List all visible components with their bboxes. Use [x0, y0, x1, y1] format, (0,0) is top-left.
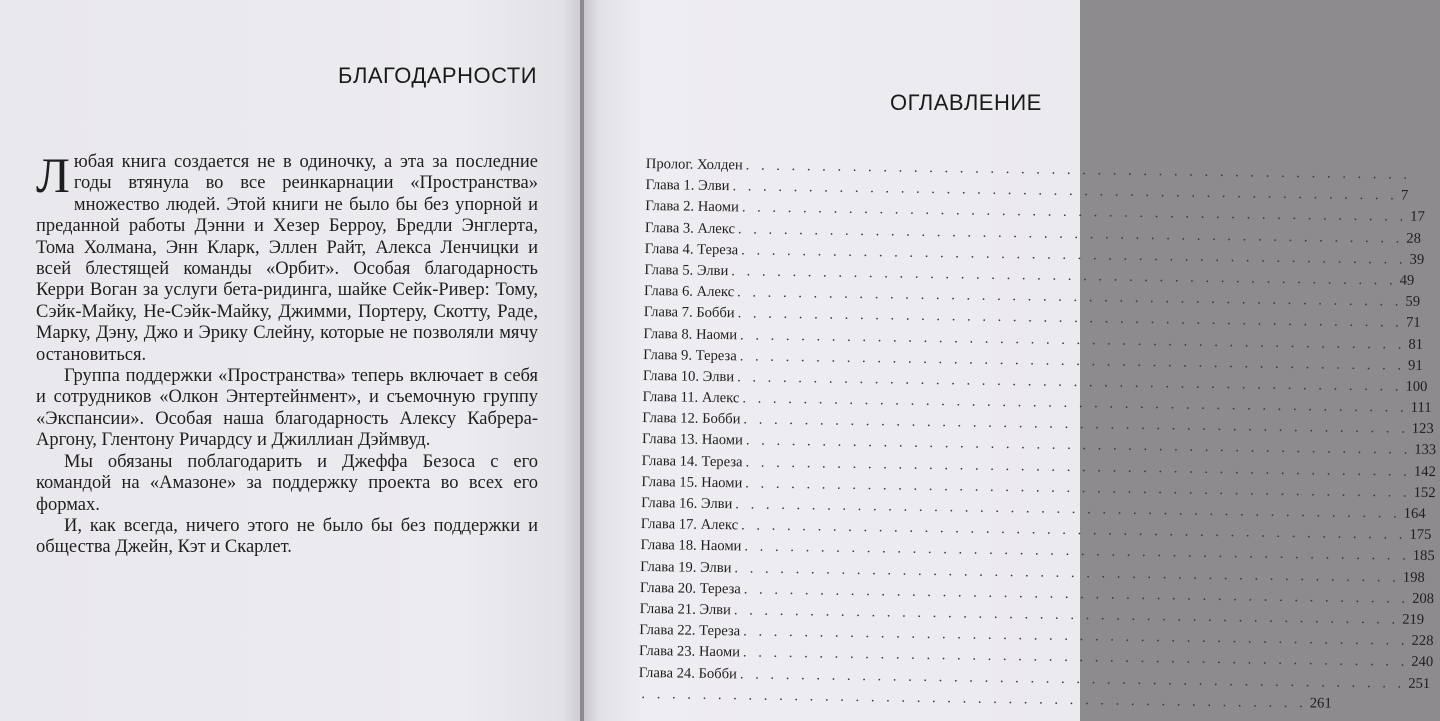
toc-entry-label: Глава 8. Наоми: [643, 325, 738, 343]
toc-entry-label: Глава 18. Наоми: [640, 537, 742, 555]
toc-entry-page: 240: [1411, 654, 1434, 671]
toc-entry-label: Глава 6. Алекс: [643, 283, 735, 301]
toc-leader-dots: . . . . . . . . . . . . . . . . . . . . . . . . . . . . . . . . . . . . . . . . . . . .: [742, 390, 1408, 416]
toc-leader-dots: . . . . . . . . . . . . . . . . . . . . . . . . . . . . . . . . . . . . . . . . . . . .: [744, 538, 1410, 565]
paragraph-4: И, как всегда, ничего этого не было бы без поддержки и общества Джейн, Кэт и Скарлет.: [36, 515, 538, 558]
toc-entry-label: Глава 4. Тереза: [644, 240, 739, 259]
toc-entry-page: 251: [1408, 675, 1431, 692]
toc-entry-label: Глава 16. Элви: [641, 494, 733, 513]
toc-entry-page: 198: [1402, 569, 1425, 586]
toc-entry-label: Глава 10. Элви: [642, 367, 735, 386]
left-page: [0, 0, 580, 721]
paragraph-3: Мы обязаны поблагодарить и Джеффа Безоса с его командой на «Амазоне» за поддержку проекта во всех его формах.: [36, 451, 538, 515]
toc-entry-page: 39: [1409, 251, 1425, 268]
table-of-contents: [638, 154, 1437, 712]
toc-leader-dots: . . . . . . . . . . . . . . . . . . . . . . . . . . . . . . . . . . . . . . . . . . . .: [736, 284, 1403, 310]
toc-entry-page: 7: [1400, 187, 1409, 204]
toc-leader-dots: . . . . . . . . . . . . . . . . . . . . . . . . . . . . . . . . . . . . . . . . . . . .: [739, 665, 1406, 692]
toc-entry-label: Глава 22. Тереза: [639, 622, 741, 640]
toc-entry-page: 28: [1406, 230, 1422, 247]
toc-entry-label: Глава 2. Наоми: [645, 198, 739, 216]
toc-entry-label: Глава 21. Элви: [639, 600, 732, 619]
toc-leader-dots: . . . . . . . . . . . . . . . . . . . . . . . . . . . . . . . . . . . . . . . . . . . .: [742, 644, 1409, 671]
toc-leader-dots: . . . . . . . . . . . . . . . . . . . . . . . . . . . . . . . . . . . . . . . . . . . .: [743, 623, 1409, 649]
toc-entry-label: Глава 1. Элви: [645, 177, 730, 195]
toc-leader-dots: . . . . . . . . . . . . . . . . . . . . . . . . . . . . . . . . . . . . . . . . . . . .: [745, 454, 1412, 480]
toc-entry-label: Глава 13. Наоми: [641, 431, 744, 449]
acknowledgements-text: [36, 147, 538, 559]
toc-entry-page: 100: [1405, 378, 1428, 395]
contents-title: ОГЛАВЛЕНИЕ: [890, 90, 1042, 115]
toc-entry-label: Глава 20. Тереза: [639, 579, 741, 598]
toc-entry-label: Глава 7. Бобби: [643, 304, 735, 322]
toc-leader-dots: . . . . . . . . . . . . . . . . . . . . . . . . . . . . . . . . . . . . . . . . . . . .: [741, 199, 1408, 226]
acknowledgements-title: БЛАГОДАРНОСТИ: [338, 63, 538, 88]
toc-entry-page: 228: [1411, 632, 1434, 650]
paragraph-2: Группа поддержки «Пространства» теперь включает в себя и сотрудников «Олкон Энтертейнмент», и съемочную группу «Экспансии». Особая наша благодарность Алексу Кабрера-Аргону, Глентону Ричардсу и Джиллиан Дэймвуд.: [36, 366, 538, 451]
toc-entry-page: 164: [1403, 505, 1426, 522]
toc-entry-page: 175: [1409, 526, 1432, 544]
toc-leader-dots: . . . . . . . . . . . . . . . . . . . . . . . . . . . . . . . . . . . . . . . . . . . .: [737, 305, 1404, 331]
toc-leader-dots: . . . . . . . . . . . . . . . . . . . . . . . . . . . . . . . . . . . . . . . . . . . .: [641, 685, 1307, 711]
toc-entry-page: 17: [1410, 209, 1425, 226]
toc-entry-page: 49: [1399, 272, 1415, 289]
toc-leader-dots: . . . . . . . . . . . . . . . . . . . . . . . . . . . . . . . . . . . . . . . . . . . .: [731, 263, 1397, 289]
toc-entry-page: 152: [1413, 484, 1436, 501]
toc-leader-dots: . . . . . . . . . . . . . . . . . . . . . . . . . . . . . . . . . . . . . . . . . . . .: [734, 559, 1400, 586]
toc-leader-dots: . . . . . . . . . . . . . . . . . . . . . . . . . . . . . . . . . . . . . . . . . . . .: [741, 517, 1407, 543]
toc-entry-label: Глава 11. Алекс: [642, 389, 740, 407]
toc-entry-page: 123: [1411, 420, 1434, 438]
toc-leader-dots: . . . . . . . . . . . . . . . . . . . . . . . . . . . . . . . . . . . . . . . . . . . .: [737, 220, 1404, 247]
toc-leader-dots: . . . . . . . . . . . . . . . . . . . . . . . . . . . . . . . . . . . . . . . . . . . .: [733, 602, 1400, 628]
toc-entry-label: Глава 14. Тереза: [641, 452, 743, 471]
toc-entry-page: 111: [1410, 399, 1432, 417]
toc-entry-label: Глава 12. Бобби: [642, 410, 741, 428]
toc-entry-page: 142: [1413, 463, 1436, 480]
toc-entry-page: 208: [1412, 590, 1435, 607]
toc-leader-dots: . . . . . . . . . . . . . . . . . . . . . . . . . . . . . . . . . . . . . . . . . . . .: [743, 581, 1410, 607]
toc-leader-dots: . . . . . . . . . . . . . . . . . . . . . . . . . . . . . . . . . . . . . . . . . . . .: [745, 432, 1412, 459]
toc-entry-page: 59: [1405, 293, 1421, 310]
toc-entry-page: 185: [1412, 548, 1435, 565]
toc-entry-page: 71: [1405, 314, 1421, 332]
toc-entry-label: Глава 5. Элви: [644, 261, 729, 280]
toc-leader-dots: . . . . . . . . . . . . . . . . . . . . . . . . . . . . . . . . . . . . . . . . . . . .: [745, 157, 1412, 183]
toc-entry-label: Глава 19. Элви: [640, 558, 732, 576]
toc-leader-dots: . . . . . . . . . . . . . . . . . . . . . . . . . . . . . . . . . . . . . . . . . . . .: [745, 475, 1411, 501]
toc-leader-dots: . . . . . . . . . . . . . . . . . . . . . . . . . . . . . . . . . . . . . . . . . . . .: [739, 348, 1406, 374]
toc-entry-page: 133: [1414, 442, 1437, 459]
toc-entry-label: Глава 15. Наоми: [641, 473, 743, 492]
toc-entry-page: 91: [1407, 357, 1423, 374]
drop-cap: Л: [36, 147, 70, 203]
toc-entry-label: Глава 17. Алекс: [640, 516, 739, 534]
toc-entry-label: Пролог. Холден: [645, 155, 743, 174]
toc-entry-label: Глава 9. Тереза: [643, 346, 737, 364]
toc-leader-dots: . . . . . . . . . . . . . . . . . . . . . . . . . . . . . . . . . . . . . . . . . . . .: [737, 369, 1403, 395]
toc-leader-dots: . . . . . . . . . . . . . . . . . . . . . . . . . . . . . . . . . . . . . . . . . . . .: [739, 326, 1406, 353]
toc-entry-label: Глава 3. Алекс: [644, 219, 736, 237]
toc-entry-page: 81: [1408, 336, 1424, 353]
toc-entry-label: Глава 23. Наоми: [638, 643, 741, 661]
paragraph-1: Любая книга создается не в одиночку, а эта за последние годы втянула во все реинкарнации «Пространства» множество людей. Этой книги не было бы без упорной и преданной работы Дэнни и Хезер Берроу, Бредли Энглерта, Тома Холмана, Энн Кларк, Эллен Райт, Алекса Ленчицки и всей блестящей команды «Орбит». Особая благодарность Керри Воган за услуги бета-ридинга, шайке Сейк-Ривер: Тому, Сэйк-Майку, Не-Сэйк-Майку, Джимми, Портеру, Скотту, Раде, Марку, Дэну, Джо и Эрику Слейну, которые не позволяли мячу остановиться.: [36, 147, 538, 365]
toc-leader-dots: . . . . . . . . . . . . . . . . . . . . . . . . . . . . . . . . . . . . . . . . . . . .: [743, 411, 1409, 437]
toc-entry-label: Глава 24. Бобби: [638, 664, 738, 682]
toc-leader-dots: . . . . . . . . . . . . . . . . . . . . . . . . . . . . . . . . . . . . . . . . . . . .: [741, 242, 1407, 268]
toc-entry-page: 261: [1309, 695, 1332, 712]
toc-leader-dots: . . . . . . . . . . . . . . . . . . . . . . . . . . . . . . . . . . . . . . . . . . . .: [735, 496, 1401, 522]
toc-leader-dots: . . . . . . . . . . . . . . . . . . . . . . . . . . . . . . . . . . . . . . . . . . . .: [732, 178, 1398, 204]
toc-entry-page: 219: [1402, 611, 1425, 628]
